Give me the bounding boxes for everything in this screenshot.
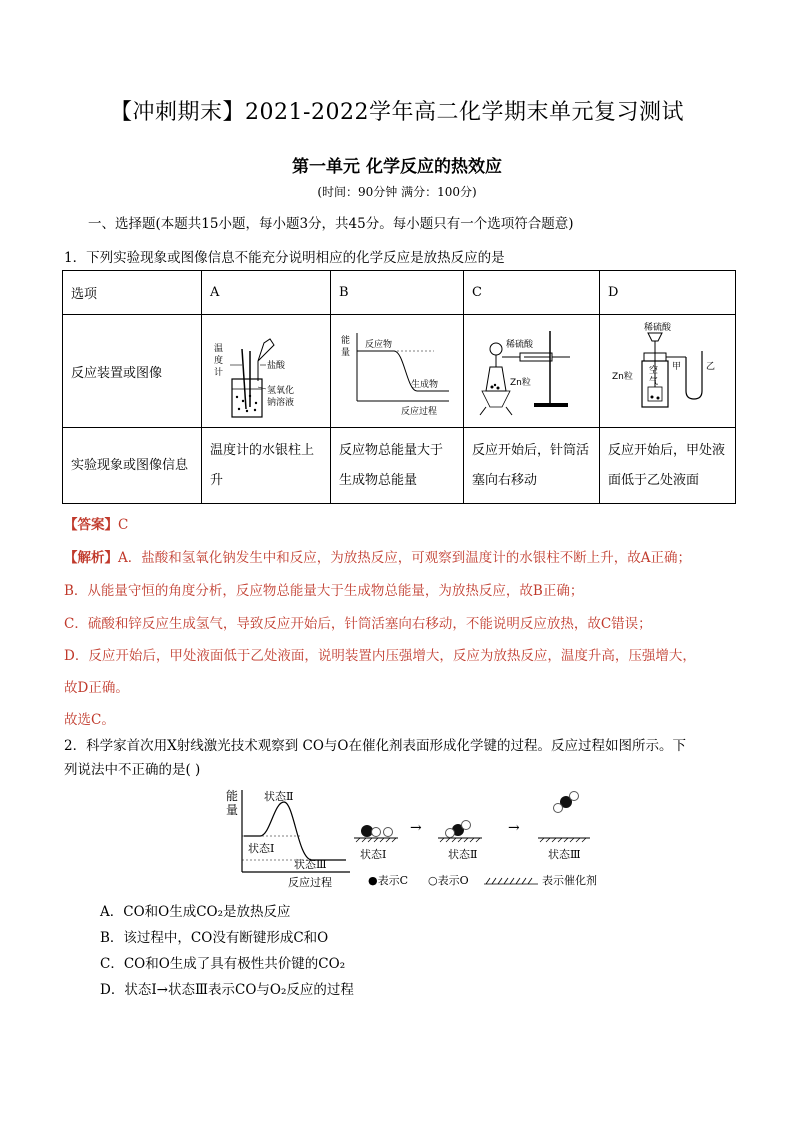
label-state-1: 状态Ⅰ [248,842,275,855]
legend-carbon: ●表示C [368,874,409,887]
answer-label: 【答案】 [64,517,118,533]
figure-a-cell [202,315,331,428]
label-state-2: 状态Ⅱ [264,790,294,803]
q1-analysis-d: D．反应开始后，甲处液面低于乙处液面，说明装置内压强增大，反应为放热反应，温度升高，压强增大， [64,648,696,664]
label-reaction-process: 反应过程 [288,876,332,889]
q1-table [62,270,736,504]
q2-option-d[interactable]: D．状态Ⅰ→状态Ⅲ表示CO与O₂反应的过程 [100,982,354,998]
label-energy: 能 [341,336,351,346]
table-header-cell: C [464,271,600,315]
figure-c-syringe-setup [472,321,590,421]
table-row [63,315,736,428]
label-state-1: 状态Ⅰ [360,848,387,861]
page-title: 【冲刺期末】2021-2022学年高二化学期末单元复习测试 [110,100,684,125]
table-cell: 反应装置或图像 [63,315,202,428]
legend-catalyst: 表示催化剂 [542,874,597,887]
table-cell: 温度计的水银柱上升 [202,428,331,504]
table-header-cell: 选项 [63,271,202,315]
q2-stem-cont: 列说法中不正确的是( ) [64,762,201,778]
table-row [63,428,736,504]
label-state-3: 状态Ⅲ [294,858,327,871]
state-1-surface [354,825,398,842]
label-air: 气 [649,377,659,387]
label-zn-granule: Zn粒 [510,378,531,388]
label-reaction-process: 反应过程 [401,407,438,417]
figure-d-cell [600,315,736,428]
analysis-text: A．盐酸和氢氧化钠发生中和反应，为放热反应，可观察到温度计的水银柱不断上升，故A正确； [118,550,691,566]
arrow-icon: → [410,820,422,836]
table-cell: 反应物总能量大于生成物总能量 [331,428,464,504]
label-state-3: 状态Ⅲ [548,848,581,861]
table-header-cell: D [600,271,736,315]
q2-option-c[interactable]: C．CO和O生成了具有极性共价键的CO₂ [100,956,346,972]
q1-answer [64,513,128,533]
table-cell: 反应开始后，甲处液面低于乙处液面 [600,428,736,504]
label-naoh: 氢氧化 [267,386,295,396]
state-2-surface [438,821,482,843]
label-thermometer: 计 [214,368,224,378]
q1-analysis-c: C．硫酸和锌反应生成氢气，导致反应开始后，针筒活塞向右移动，不能说明反应放热，故C错误； [64,616,652,632]
q1-analysis-d-cont: 故D正确。 [64,680,129,696]
table-row [63,271,736,315]
time-info: (时间：90分钟 满分：100分) [317,185,477,199]
figure-b-cell [331,315,464,428]
label-hcl: 盐酸 [267,361,286,371]
q2-stem: 2．科学家首次用X射线激光技术观察到 CO与O在催化剂表面形成化学键的过程。反应过程如图所示。下 [64,738,686,754]
label-zn-granule: Zn粒 [612,372,633,382]
legend-catalyst-icon [484,878,538,884]
table-header-cell: B [331,271,464,315]
label-thermometer: 度 [214,356,224,366]
figure-a-thermometer-setup [210,321,322,421]
label-reactant: 反应物 [365,340,393,350]
figure-d-u-tube-setup [608,321,726,421]
answer-value: C [118,517,129,533]
state-3-surface [538,792,590,843]
legend-oxygen: ○表示O [428,874,469,887]
label-dilute-h2so4: 稀硫酸 [506,340,534,350]
unit-subtitle: 第一单元 化学反应的热效应 [292,157,502,177]
section-heading: 一、选择题(本题共15小题，每小题3分，共45分。每小题只有一个选项符合题意) [88,216,574,232]
q1-analysis-b: B．从能量守恒的角度分析，反应物总能量大于生成物总能量，为放热反应，故B正确； [64,583,584,599]
label-product: 生成物 [411,380,439,390]
q1-analysis-a [64,546,691,566]
figure-c-cell [464,315,600,428]
analysis-label: 【解析】 [64,550,118,566]
label-state-2: 状态Ⅱ [448,848,478,861]
q2-option-a[interactable]: A．CO和O生成CO₂是放热反应 [100,904,291,920]
q2-option-b[interactable]: B．该过程中，CO没有断键形成C和O [100,930,329,946]
label-naoh: 钠溶液 [267,398,295,408]
figure-b-energy-diagram [339,321,455,421]
label-thermometer: 温 [214,344,224,354]
label-jia: 甲 [672,362,682,372]
label-energy: 量 [341,348,351,358]
q1-conclusion: 故选C。 [64,712,115,728]
label-dilute-h2so4: 稀硫酸 [644,323,672,333]
table-cell: 实验现象或图像信息 [63,428,202,504]
table-header-cell: A [202,271,331,315]
arrow-icon: → [508,820,520,836]
q2-figure [222,780,642,892]
table-cell: 反应开始后，针筒活塞向右移动 [464,428,600,504]
label-yi: 乙 [706,362,716,372]
label-energy: 能 [226,789,239,803]
q1-stem: 1．下列实验现象或图像信息不能充分说明相应的化学反应是放热反应的是 [64,250,505,266]
label-air: 空 [649,366,659,376]
label-energy: 量 [226,803,239,817]
